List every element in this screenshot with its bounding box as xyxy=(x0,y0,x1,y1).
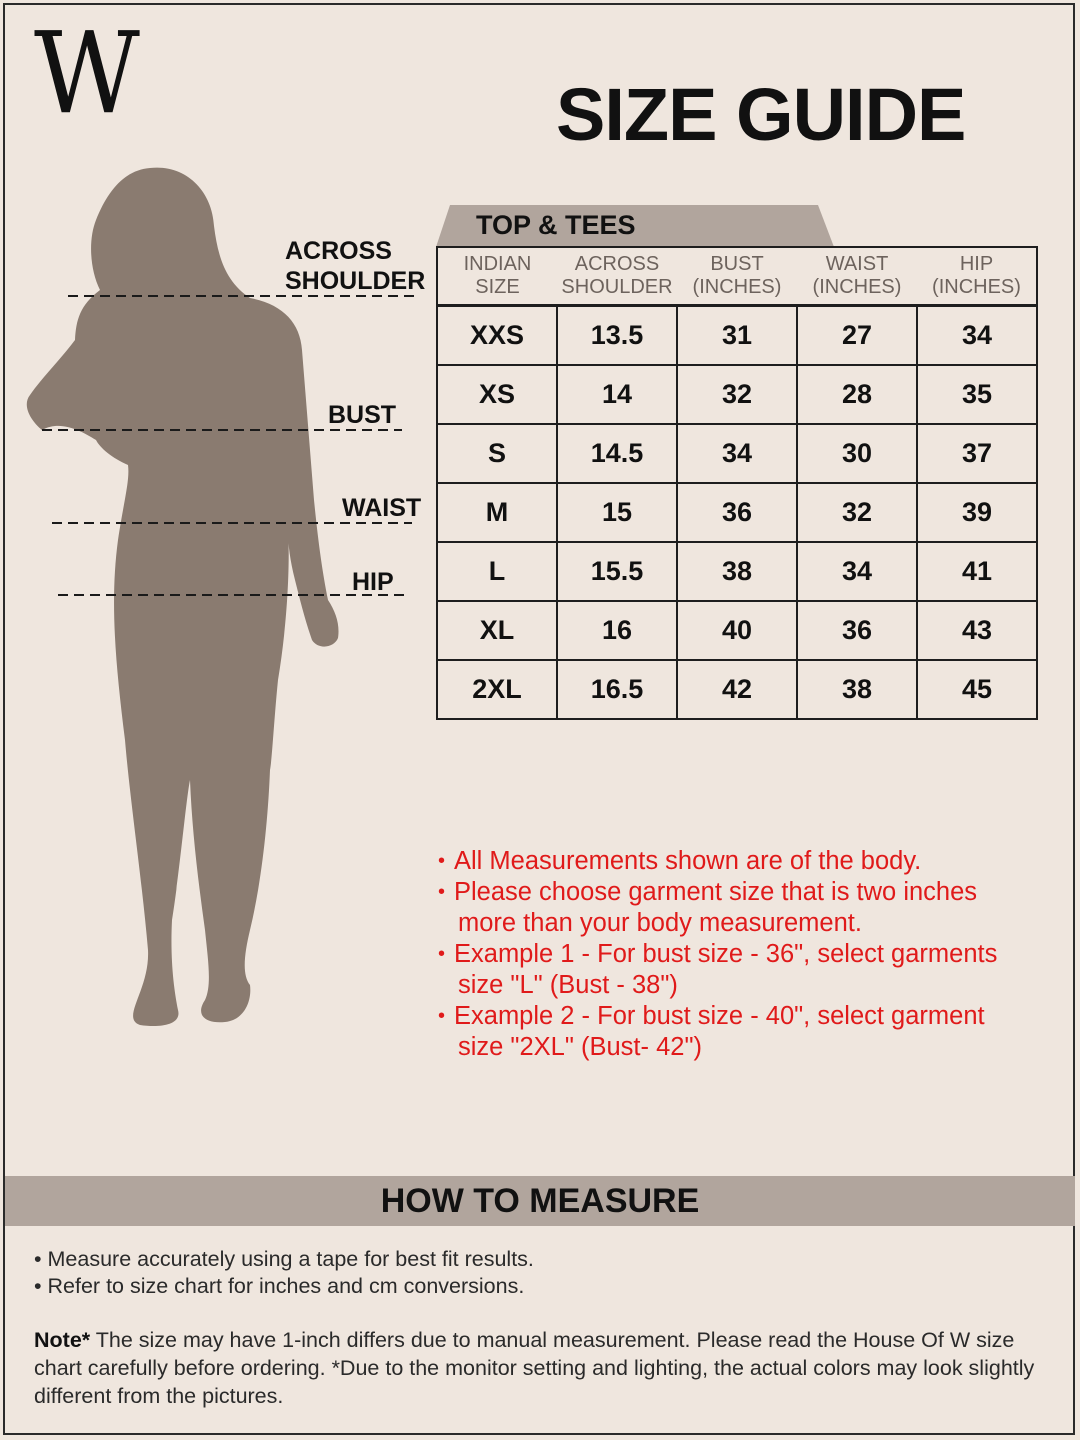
cell-bust: 31 xyxy=(677,306,797,366)
header-waist: WAIST (INCHES) xyxy=(797,247,917,306)
cell-bust: 42 xyxy=(677,660,797,719)
cell-bust: 32 xyxy=(677,365,797,424)
table-row xyxy=(437,601,1037,660)
list-item: • Refer to size chart for inches and cm conversions. xyxy=(34,1273,1044,1300)
cell-waist: 38 xyxy=(797,660,917,719)
cell-shoulder: 14.5 xyxy=(557,424,677,483)
cell-size: XL xyxy=(437,601,557,660)
cell-hip: 37 xyxy=(917,424,1037,483)
cell-shoulder: 15.5 xyxy=(557,542,677,601)
tab-label: TOP & TEES xyxy=(476,210,636,240)
header-bust: BUST (INCHES) xyxy=(677,247,797,306)
label-hip: HIP xyxy=(352,568,394,596)
table-row xyxy=(437,483,1037,542)
note-label: Note* xyxy=(34,1328,91,1352)
cell-hip: 41 xyxy=(917,542,1037,601)
table-row xyxy=(437,542,1037,601)
cell-size: L xyxy=(437,542,557,601)
cell-shoulder: 15 xyxy=(557,483,677,542)
cell-shoulder: 16 xyxy=(557,601,677,660)
size-table xyxy=(436,246,1038,720)
disclaimer-note xyxy=(34,1326,1044,1410)
note-text: The size may have 1-inch differs due to manual measurement. Please read the House Of W size chart carefully before ordering. *Due to the monitor setting and lighting, the actual colors may look slightly different from the pictures. xyxy=(34,1328,1035,1408)
how-to-measure-title: HOW TO MEASURE xyxy=(380,1182,700,1220)
measurement-notes xyxy=(438,846,1058,1063)
cell-shoulder: 16.5 xyxy=(557,660,677,719)
cell-waist: 32 xyxy=(797,483,917,542)
label-across-shoulder xyxy=(285,236,425,296)
table-tab xyxy=(436,205,834,247)
cell-bust: 40 xyxy=(677,601,797,660)
cell-hip: 43 xyxy=(917,601,1037,660)
table-row xyxy=(437,660,1037,719)
page-title: SIZE GUIDE xyxy=(556,73,966,156)
cell-size: 2XL xyxy=(437,660,557,719)
cell-hip: 35 xyxy=(917,365,1037,424)
table-row xyxy=(437,424,1037,483)
table-row xyxy=(437,365,1037,424)
cell-size: S xyxy=(437,424,557,483)
cell-shoulder: 14 xyxy=(557,365,677,424)
cell-waist: 34 xyxy=(797,542,917,601)
header-across-shoulder: ACROSS SHOULDER xyxy=(557,247,677,306)
cell-waist: 36 xyxy=(797,601,917,660)
table-header-row xyxy=(437,247,1037,306)
cell-bust: 36 xyxy=(677,483,797,542)
note-item: • All Measurements shown are of the body. xyxy=(438,846,1058,877)
list-item: • Measure accurately using a tape for best fit results. xyxy=(34,1246,1044,1273)
note-item: • Example 2 - For bust size - 40", select garment size "2XL" (Bust- 42") xyxy=(438,1001,1058,1063)
label-across: ACROSS xyxy=(285,237,392,265)
cell-waist: 27 xyxy=(797,306,917,366)
note-item: • Example 1 - For bust size - 36", select garments size "L" (Bust - 38") xyxy=(438,939,1058,1001)
note-item: • Please choose garment size that is two inches more than your body measurement. xyxy=(438,877,1058,939)
label-bust: BUST xyxy=(328,401,397,429)
cell-size: XXS xyxy=(437,306,557,366)
label-waist: WAIST xyxy=(342,494,422,522)
cell-shoulder: 13.5 xyxy=(557,306,677,366)
cell-size: M xyxy=(437,483,557,542)
cell-hip: 34 xyxy=(917,306,1037,366)
how-to-measure-band xyxy=(5,1176,1075,1226)
header-indian-size: INDIAN SIZE xyxy=(437,247,557,306)
cell-bust: 34 xyxy=(677,424,797,483)
table-row xyxy=(437,306,1037,366)
cell-size: XS xyxy=(437,365,557,424)
cell-waist: 28 xyxy=(797,365,917,424)
header-hip: HIP (INCHES) xyxy=(917,247,1037,306)
cell-hip: 39 xyxy=(917,483,1037,542)
how-to-measure-list xyxy=(34,1246,1044,1300)
cell-waist: 30 xyxy=(797,424,917,483)
cell-hip: 45 xyxy=(917,660,1037,719)
label-shoulder: SHOULDER xyxy=(285,267,426,295)
brand-logo: W xyxy=(34,9,126,139)
cell-bust: 38 xyxy=(677,542,797,601)
